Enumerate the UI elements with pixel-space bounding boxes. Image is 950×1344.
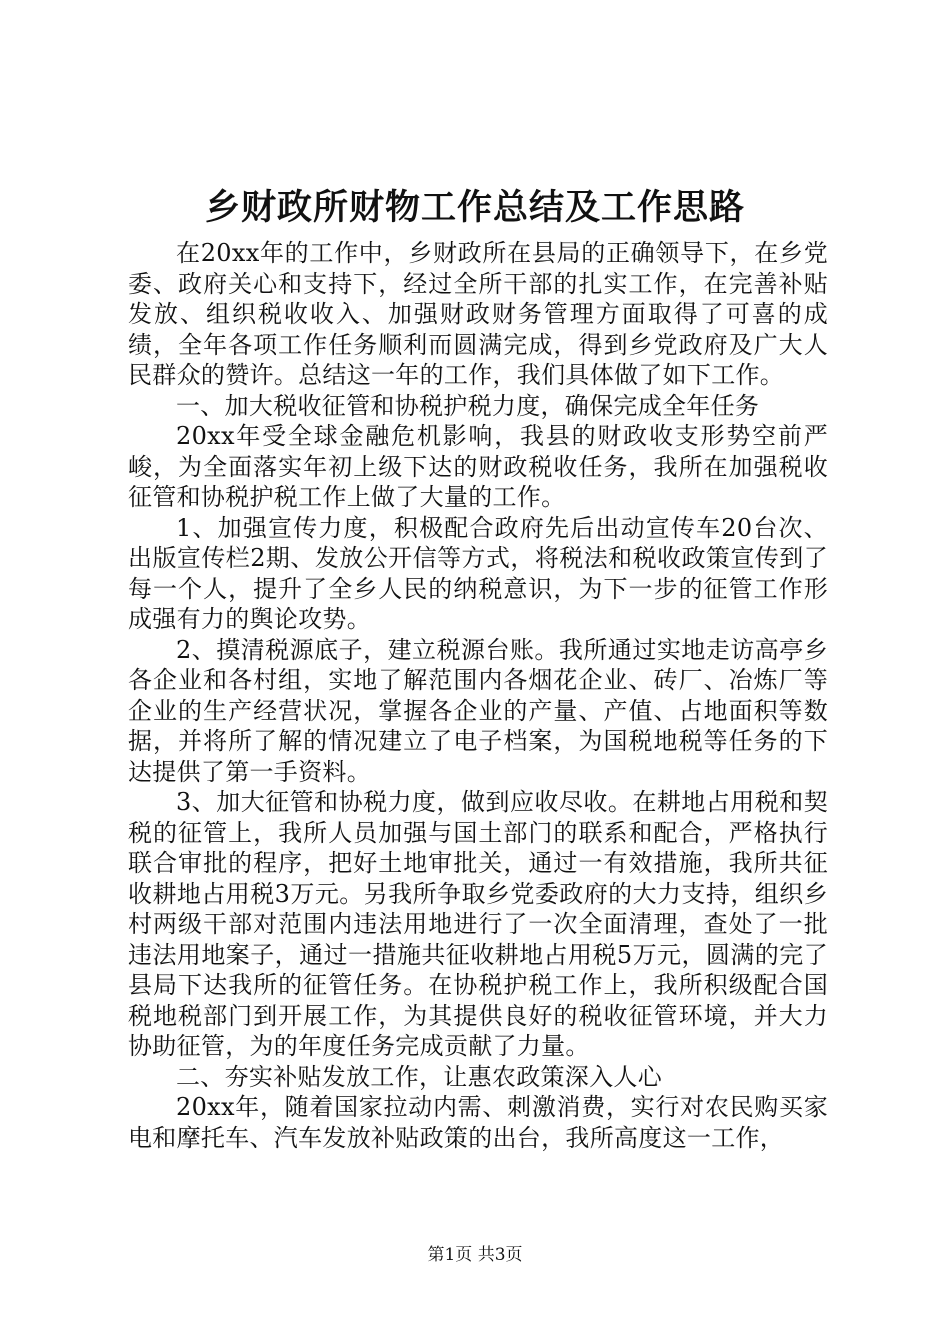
- paragraph-item-1: 1、加强宣传力度，积极配合政府先后出动宣传车20台次、出版宣传栏2期、发放公开信等方式，将税法和税收政策宣传到了每一个人，提升了全乡人民的纳税意识，为下一步的征管工作形成强有力的舆论攻势。: [128, 513, 828, 633]
- heading-section-2: 二、夯实补贴发放工作，让惠农政策深入人心: [176, 1062, 662, 1091]
- document-title: 乡财政所财物工作总结及工作思路: [204, 187, 745, 228]
- paragraph-item-3: 3、加大征管和协税力度，做到应收尽收。在耕地占用税和契税的征管上，我所人员加强与国土部门的联系和配合，严格执行联合审批的程序，把好土地审批关，通过一有效措施，我所共征收耕地占用税3万元。另我所争取乡党委政府的大力支持，组织乡村两级干部对范围内违法用地进行了一次全面清理，查处了一批违法用地案子，通过一措施共征收耕地占用税5万元，圆满的完了县局下达我所的征管任务。在协税护税工作上，我所积级配合国税地税部门到开展工作，为其提供良好的税收征管环境，并大力协助征管，为的年度任务完成贡献了力量。: [128, 788, 828, 1060]
- paragraph-item-2: 2、摸清税源底子，建立税源台账。我所通过实地走访高亭乡各企业和各村组，实地了解范围内各烟花企业、砖厂、冶炼厂等企业的生产经营状况，掌握各企业的产量、产值、占地面积等数据，并将所了解的情况建立了电子档案，为国税地税等任务的下达提供了第一手资料。: [128, 635, 828, 786]
- page-footer: 第1页 共3页: [427, 1245, 523, 1265]
- document-body: [128, 238, 828, 1153]
- paragraph-section-1-intro: 20xx年受全球金融危机影响，我县的财政收支形势空前严峻，为全面落实年初上级下达的财政税收任务，我所在加强税收征管和协税护税工作上做了大量的工作。: [128, 422, 828, 511]
- paragraph-section-2-intro: 20xx年，随着国家拉动内需、刺激消费，实行对农民购买家电和摩托车、汽车发放补贴政策的出台，我所高度这一工作，: [128, 1093, 828, 1152]
- heading-section-1: 一、加大税收征管和协税护税力度，确保完成全年任务: [176, 391, 760, 420]
- paragraph-intro: 在20xx年的工作中，乡财政所在县局的正确领导下，在乡党委、政府关心和支持下，经过全所干部的扎实工作，在完善补贴发放、组织税收收入、加强财政财务管理方面取得了可喜的成绩，全年各项工作任务顺利而圆满完成，得到乡党政府及广大人民群众的赞许。总结这一年的工作，我们具体做了如下工作。: [128, 239, 828, 389]
